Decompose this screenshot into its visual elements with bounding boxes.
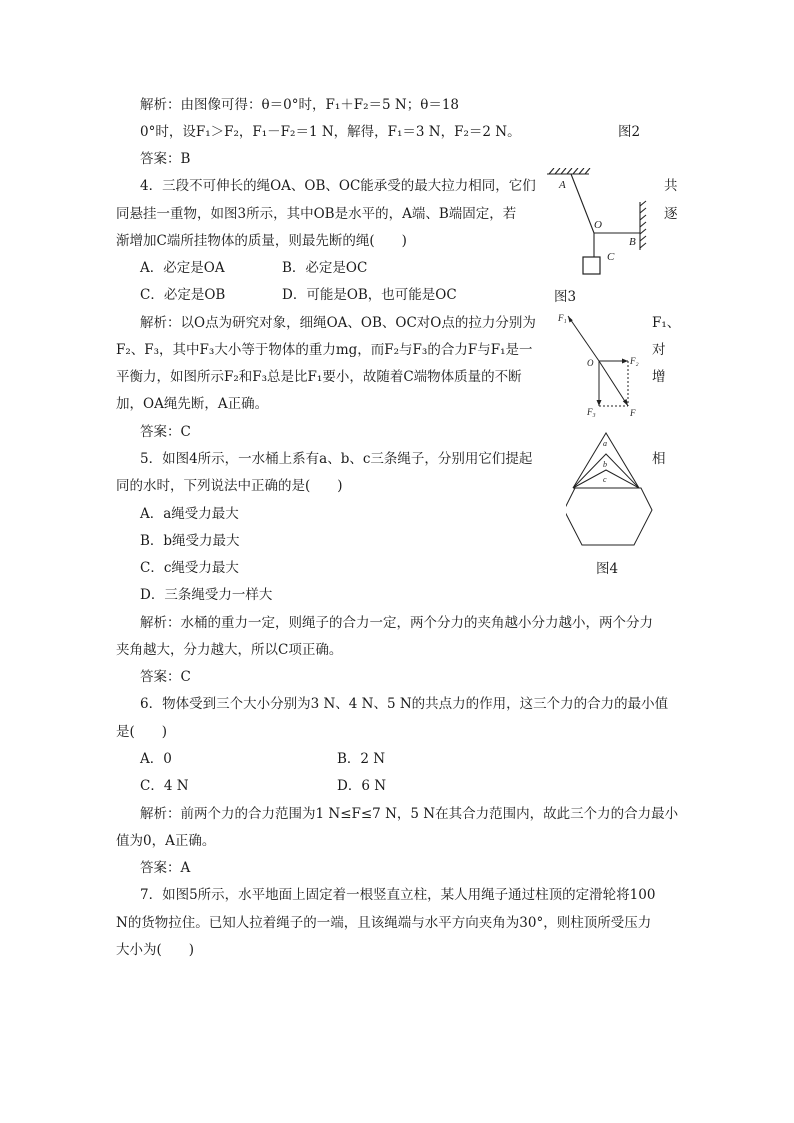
- label-a: A: [559, 179, 566, 191]
- option-b: B．b绳受力最大: [140, 533, 240, 549]
- text-line: 加，OA绳先断，A正确。: [116, 396, 269, 412]
- label-f3: F₃: [587, 407, 596, 417]
- text-line-wrap: 相: [652, 451, 666, 467]
- option-a: A．a绳受力最大: [140, 506, 239, 522]
- option-d: D．三条绳受力一样大: [140, 587, 273, 603]
- text-line-wrap: 对: [652, 342, 666, 358]
- option-b: B．2 N: [337, 751, 386, 767]
- figure-caption: 图4: [596, 561, 619, 577]
- option-d: D．6 N: [337, 778, 387, 794]
- figure-caption: 图2: [618, 124, 641, 140]
- label-f: F: [630, 408, 636, 418]
- label-b: b: [603, 460, 607, 469]
- figure-caption: 图3: [554, 289, 577, 305]
- text-line: 大小为( ): [116, 942, 195, 958]
- answer-line: 答案：C: [140, 424, 191, 440]
- label-o: O: [594, 219, 602, 231]
- option-c: C．必定是OB: [140, 287, 226, 303]
- text-line: 值为0，A正确。: [116, 833, 216, 849]
- label-b: B: [629, 236, 636, 248]
- label-f2: F₂: [630, 356, 639, 366]
- label-f1: F₁: [558, 313, 567, 323]
- answer-line: 答案：C: [140, 669, 191, 685]
- option-d: D．可能是OB，也可能是OC: [282, 287, 457, 303]
- text-line: 同的水时，下列说法中正确的是( ): [116, 478, 343, 494]
- force-diagram: [556, 308, 656, 420]
- option-a: A．必定是OA: [140, 260, 225, 276]
- text-line-wrap: 逐: [664, 206, 678, 222]
- option-a: A．0: [140, 751, 172, 767]
- question-4: 4．三段不可伸长的绳OA、OB、OC能承受的最大拉力相同，它们: [140, 178, 536, 194]
- text-line: 渐增加C端所挂物体的质量，则最先断的绳( ): [116, 233, 407, 249]
- figure-3-rope-diagram: [545, 168, 657, 283]
- text-line: 解析：以O点为研究对象，细绳OA、OB、OC对O点的拉力分别为: [140, 315, 536, 331]
- text-line: 解析：前两个力的合力范围为1 N≤F≤7 N，5 N在其合力范围内，故此三个力的合力最小: [140, 806, 679, 822]
- text-line: 夹角越大，分力越大，所以C项正确。: [116, 642, 343, 658]
- answer-line: 答案：B: [140, 151, 191, 167]
- text-line-wrap: 增: [652, 369, 666, 385]
- text-line: F₂、F₃，其中F₃大小等于物体的重力mg，而F₂与F₃的合力F与F₁是一: [116, 342, 533, 358]
- text-line: 是( ): [116, 724, 168, 740]
- figure-4-bucket-diagram: [566, 430, 654, 550]
- text-line: N的货物拉住。已知人拉着绳子的一端，且该绳端与水平方向夹角为30°，则柱顶所受压力: [116, 915, 652, 931]
- option-c: C．4 N: [140, 778, 189, 794]
- text-line: 平衡力，如图所示F₂和F₃总是比F₁要小，故随着C端物体质量的不断: [116, 369, 522, 385]
- option-c: C．c绳受力最大: [140, 560, 239, 576]
- answer-line: 答案：A: [140, 860, 191, 876]
- option-b: B．必定是OC: [282, 260, 368, 276]
- label-a: a: [603, 439, 607, 448]
- text-line: 同悬挂一重物，如图3所示，其中OB是水平的，A端、B端固定，若: [116, 206, 517, 222]
- text-line: 解析：由图像可得：θ＝0°时，F₁＋F₂＝5 N；θ＝18: [140, 97, 460, 113]
- label-o: O: [587, 358, 594, 368]
- text-line: 解析：水桶的重力一定，则绳子的合力一定，两个分力的夹角越小分力越小，两个分力: [140, 615, 653, 631]
- label-c: C: [607, 251, 615, 263]
- text-line: 0°时，设F₁＞F₂，F₁－F₂＝1 N，解得，F₁＝3 N，F₂＝2 N。: [140, 124, 521, 140]
- text-line-wrap: 共: [664, 178, 678, 194]
- text-line-wrap: F₁、: [652, 315, 681, 331]
- label-c: c: [603, 475, 607, 484]
- question-5: 5．如图4所示，一水桶上系有a、b、c三条绳子，分别用它们提起: [140, 451, 533, 467]
- question-7: 7．如图5所示，水平地面上固定着一根竖直立柱，某人用绳子通过柱顶的定滑轮将100: [140, 887, 656, 903]
- question-6: 6．物体受到三个大小分别为3 N、4 N、5 N的共点力的作用，这三个力的合力的最小值: [140, 696, 669, 712]
